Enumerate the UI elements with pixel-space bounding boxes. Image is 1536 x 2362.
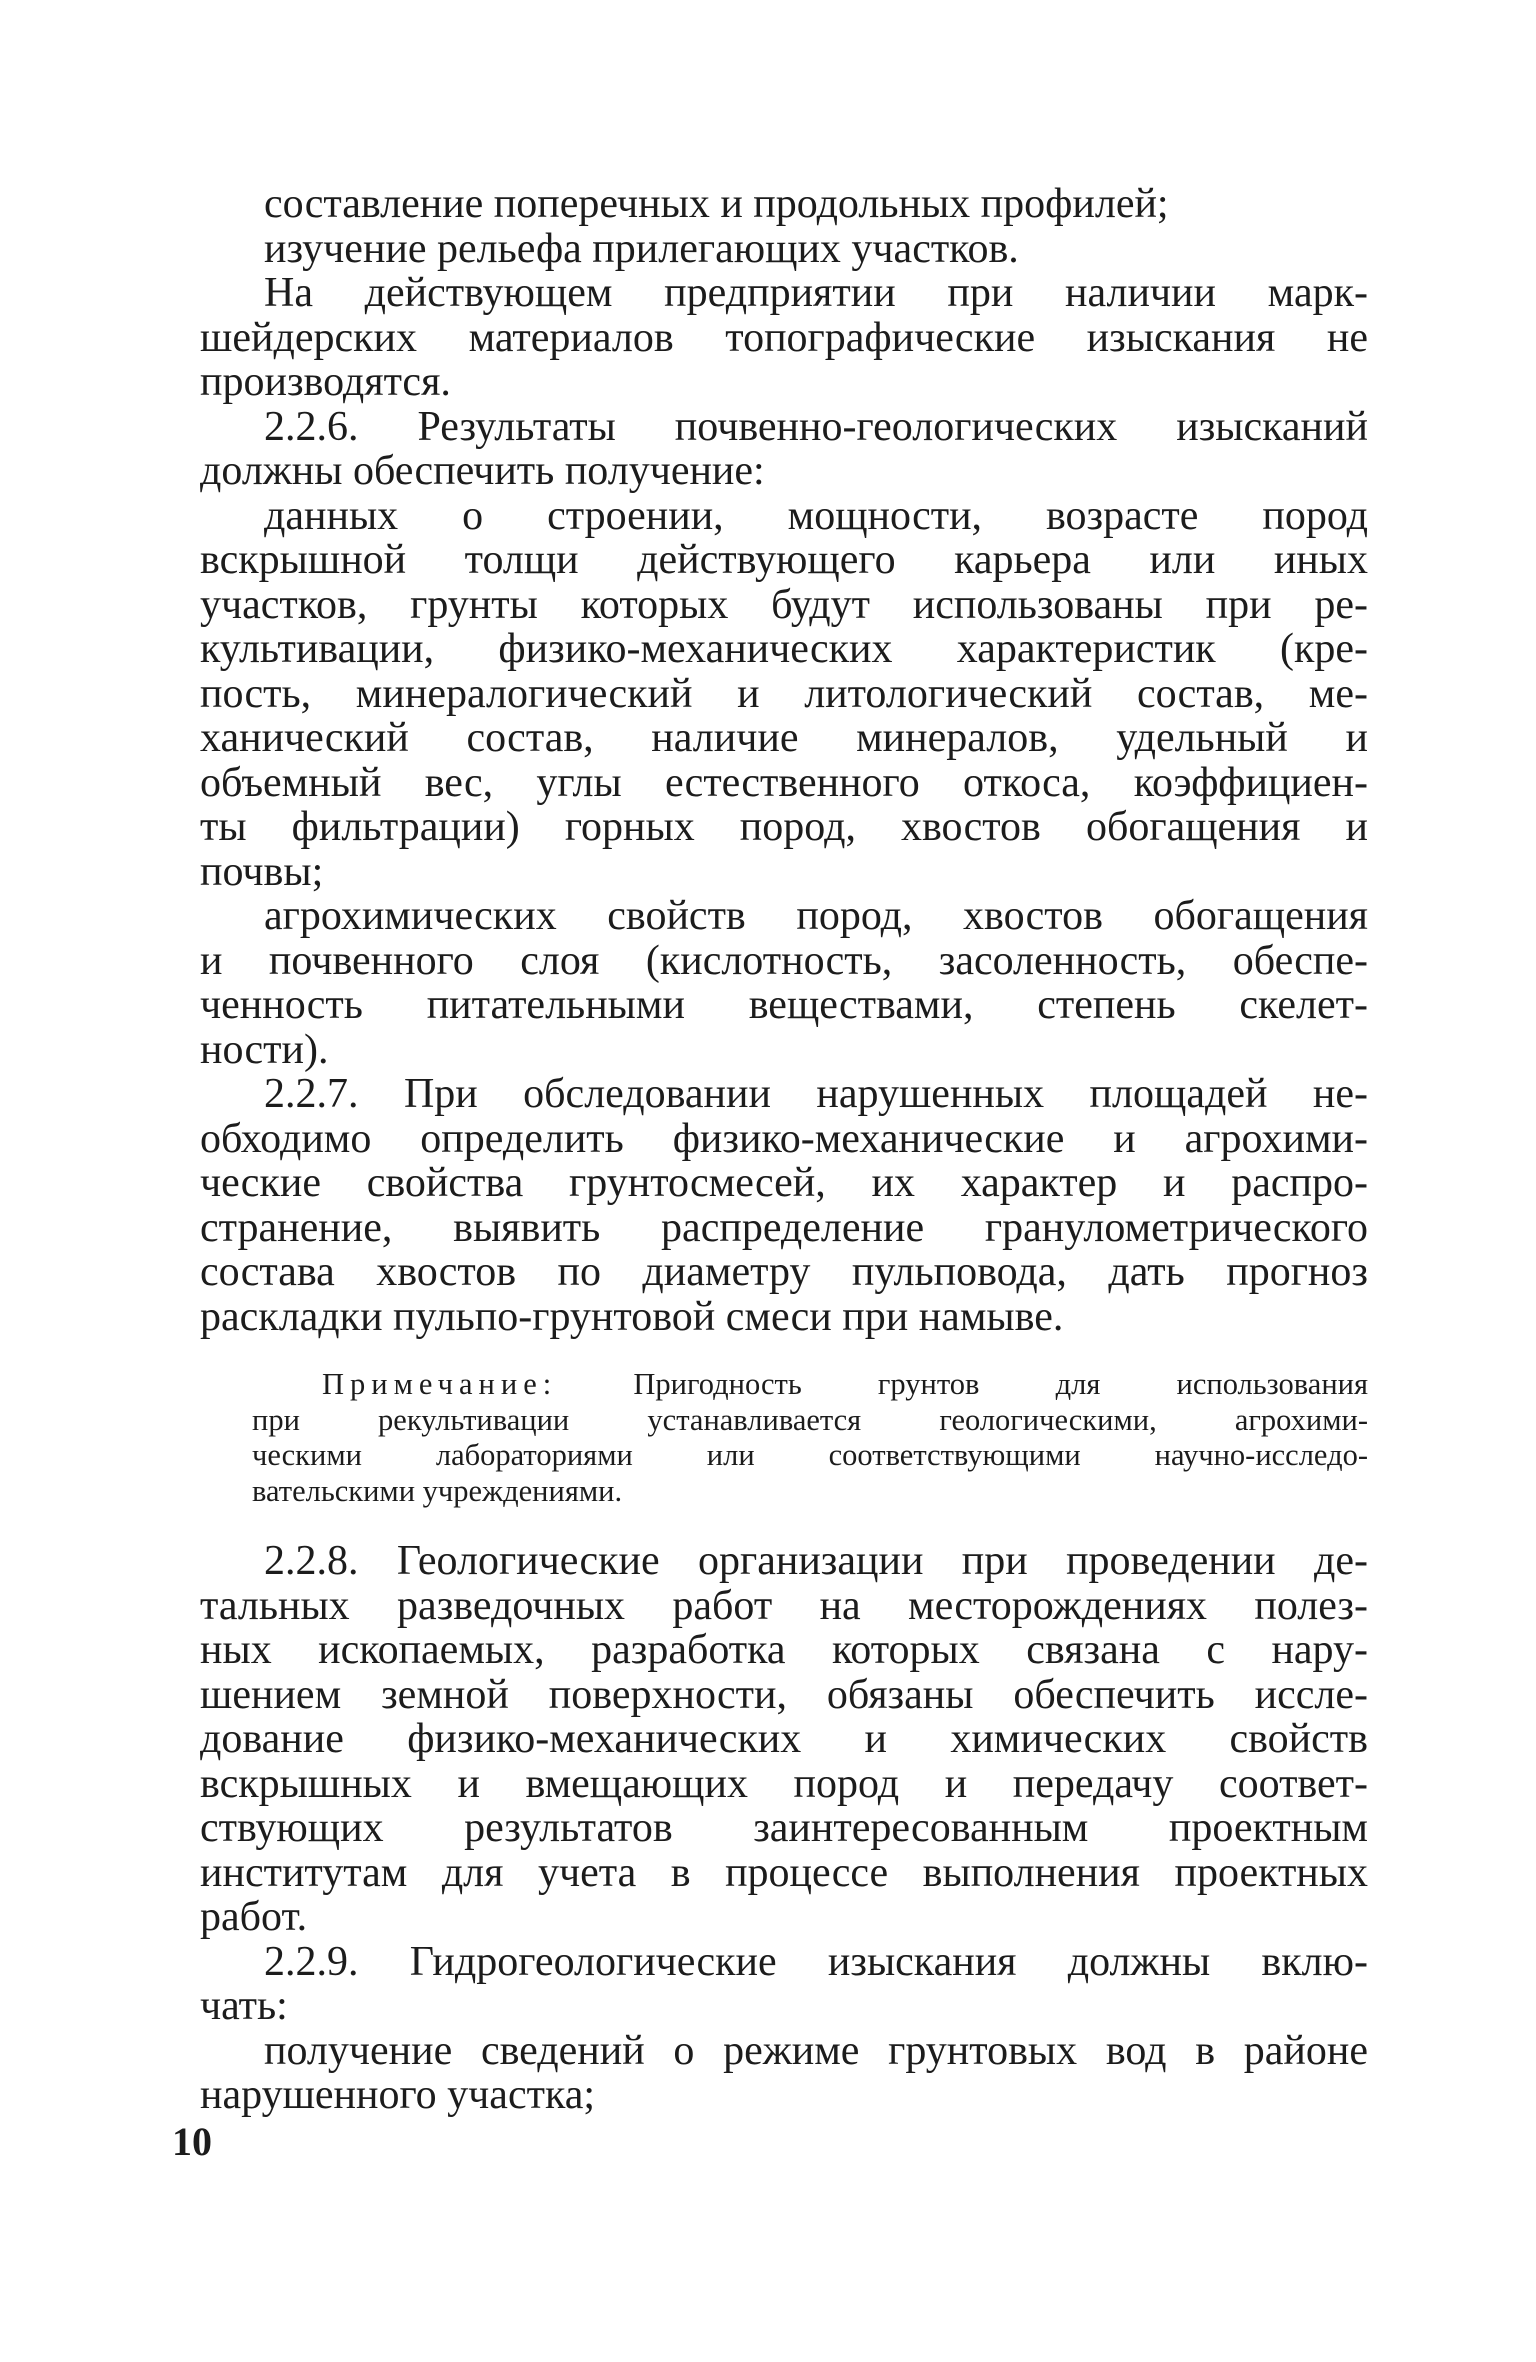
paragraph-agrochemical [200, 894, 1368, 1072]
text-line: вскрышных и вмещающих пород и передачу соответ- [200, 1760, 1368, 1807]
text-line: ченность питательными веществами, степень скелет- [200, 982, 1368, 1028]
text-line: культивации, физико-механических характеристик (кре- [200, 626, 1368, 672]
text-line: институтам для учета в процессе выполнения проектных [200, 1849, 1368, 1896]
text-line: раскладки пульпо-грунтовой смеси при намыве. [200, 1293, 1064, 1340]
paragraph-2-2-7 [200, 1072, 1368, 1339]
paragraph-2-2-6 [200, 405, 1368, 494]
text-line: обходимо определить физико-механические и агрохими- [200, 1115, 1368, 1162]
text-line: должны обеспечить получение: [200, 448, 765, 494]
note-block [200, 1367, 1368, 1509]
text-line: ханический состав, наличие минералов, удельный и [200, 715, 1368, 761]
text-line: 2.2.9. Гидрогеологические изыскания должны вклю- [264, 1938, 1368, 1985]
note-first-text: Пригодность грунтов для использования [633, 1367, 1369, 1401]
note-line: при рекультивации устанавливается геологическими, агрохими- [252, 1402, 1368, 1437]
text-line: производятся. [200, 359, 451, 405]
text-line: тальных разведочных работ на месторождениях полез- [200, 1582, 1368, 1629]
text-line: 2.2.8. Геологические организации при проведении де- [264, 1538, 1368, 1584]
page-body [200, 182, 1368, 2118]
text-line: составление поперечных и продольных профилей; [264, 181, 1169, 227]
text-line: шейдерских материалов топографические изыскания не [200, 314, 1368, 361]
page-number: 10 [172, 2119, 212, 2164]
text-line: состава хвостов по диаметру пульповода, дать прогноз [200, 1249, 1368, 1295]
text-line: ных ископаемых, разработка которых связана с нару- [200, 1627, 1368, 1673]
note-line: вательскими учреждениями. [252, 1473, 623, 1508]
text-line: получение сведений о режиме грунтовых вод в районе [264, 2027, 1368, 2074]
text-line: ческие свойства грунтосмесей, их характер и распро- [200, 1160, 1368, 1206]
paragraph-relief [200, 227, 1368, 272]
text-line: данных о строении, мощности, возрасте пород [264, 492, 1368, 539]
text-line: объемный вес, углы естественного откоса, коэффициен- [200, 759, 1368, 806]
text-line: вскрышной толщи действующего карьера или иных [200, 537, 1368, 583]
paragraph-existing-enterprise [200, 271, 1368, 405]
text-line: ствующих результатов заинтересованным проектным [200, 1805, 1368, 1851]
text-line: работ. [200, 1894, 308, 1940]
note-label: Примечание: [322, 1367, 558, 1401]
text-line: агрохимических свойств пород, хвостов обогащения [264, 893, 1368, 939]
text-line: дование физико-механических и химических свойств [200, 1716, 1368, 1762]
text-line: пость, минералогический и литологический состав, ме- [200, 670, 1368, 717]
text-line: 2.2.7. При обследовании нарушенных площадей не- [264, 1071, 1368, 1117]
text-line: шением земной поверхности, обязаны обеспечить иссле- [200, 1671, 1368, 1718]
text-line: и почвенного слоя (кислотность, засоленность, обеспе- [200, 937, 1368, 984]
text-line: 2.2.6. Результаты почвенно-геологических изысканий [264, 403, 1368, 450]
note-line: ческими лабораториями или соответствующими научно-исследо- [252, 1438, 1368, 1472]
text-line: ности). [200, 1026, 329, 1073]
text-line: нарушенного участка; [200, 2072, 596, 2118]
text-line: участков, грунты которых будут использованы при ре- [200, 581, 1368, 628]
text-line: На действующем предприятии при наличии марк- [264, 270, 1368, 316]
paragraph-rock-data [200, 494, 1368, 895]
text-line: изучение рельефа прилегающих участков. [264, 225, 1019, 272]
text-line: странение, выявить распределение гранулометрического [200, 1204, 1368, 1251]
note-first-line [252, 1367, 1368, 1403]
text-line: чать: [200, 1983, 288, 2029]
paragraph-groundwater [200, 2029, 1368, 2118]
paragraph-2-2-8 [200, 1539, 1368, 1940]
text-line: почвы; [200, 848, 324, 895]
paragraph-2-2-9 [200, 1940, 1368, 2029]
text-line: ты фильтрации) горных пород, хвостов обогащения и [200, 804, 1368, 850]
paragraph-profiles [200, 182, 1368, 227]
